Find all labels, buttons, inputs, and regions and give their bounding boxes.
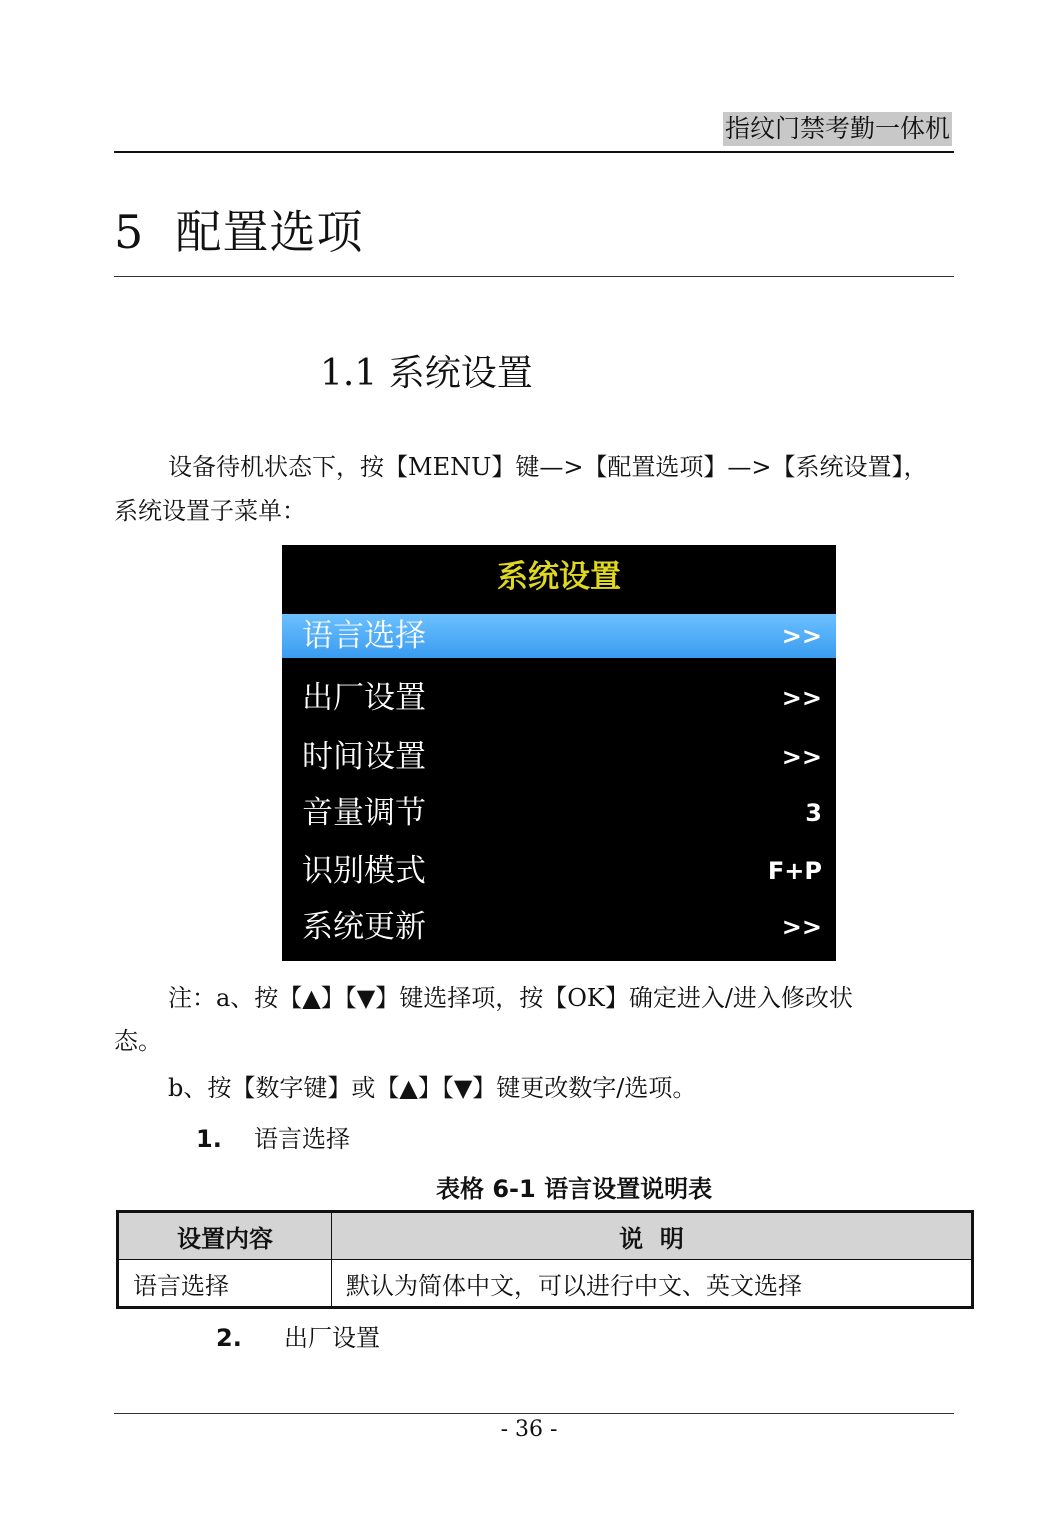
table-header-cell: 说 明: [332, 1212, 973, 1260]
screen-title: 系统设置: [497, 559, 621, 595]
header-divider: [114, 151, 954, 153]
table-cell: 默认为简体中文，可以进行中文、英文选择: [332, 1260, 973, 1308]
menu-item-value: >>: [781, 913, 822, 941]
table-caption: 表格 6-1 语言设置说明表: [436, 1175, 713, 1203]
device-menu-screenshot: [282, 545, 836, 961]
intro-line-1: 设备待机状态下，按【MENU】键—>【配置选项】—>【系统设置】，: [168, 453, 928, 481]
subheading-title: 出厂设置: [284, 1324, 380, 1352]
menu-item-value: F+P: [767, 857, 822, 885]
note-line-3: b、按【数字键】或【▲】【▼】键更改数字/选项。: [168, 1074, 697, 1102]
subheading-language: [196, 1122, 350, 1156]
menu-item-recognition-mode[interactable]: [282, 849, 836, 893]
running-header: 指纹门禁考勤一体机: [723, 112, 952, 146]
table-header-cell: 设置内容: [118, 1212, 332, 1260]
subheading-number: 1.: [196, 1125, 222, 1153]
menu-item-language[interactable]: [282, 614, 836, 658]
menu-item-label: 识别模式: [302, 853, 426, 889]
note-line-2: 态。: [114, 1027, 162, 1055]
menu-item-label: 音量调节: [302, 795, 426, 831]
menu-item-label: 系统更新: [302, 909, 426, 945]
table-header-row: [118, 1212, 973, 1260]
table-row: [118, 1260, 973, 1308]
menu-item-label: 语言选择: [302, 618, 426, 654]
menu-item-time-settings[interactable]: [282, 735, 836, 779]
page-number: - 36 -: [500, 1417, 558, 1442]
menu-item-volume[interactable]: [282, 791, 836, 835]
menu-item-value: >>: [781, 684, 822, 712]
language-settings-table: [116, 1210, 974, 1309]
menu-item-value: >>: [781, 743, 822, 771]
subheading-title: 语言选择: [254, 1125, 350, 1153]
chapter-title: 5 配置选项: [114, 205, 364, 259]
intro-line-2: 系统设置子菜单：: [114, 497, 306, 525]
subheading-factory-reset: [216, 1321, 380, 1355]
chapter-divider: [114, 276, 954, 277]
menu-item-value: 3: [805, 799, 822, 827]
menu-item-system-update[interactable]: [282, 905, 836, 949]
menu-item-label: 时间设置: [302, 739, 426, 775]
subheading-number: 2.: [216, 1324, 242, 1352]
menu-item-factory-reset[interactable]: [282, 676, 836, 720]
menu-item-value: >>: [781, 622, 822, 650]
menu-item-label: 出厂设置: [302, 680, 426, 716]
section-title: 1.1 系统设置: [320, 353, 533, 394]
table-cell: 语言选择: [118, 1260, 332, 1308]
note-line-1: 注：a、按【▲】【▼】键选择项，按【OK】确定进入/进入修改状: [168, 984, 853, 1012]
